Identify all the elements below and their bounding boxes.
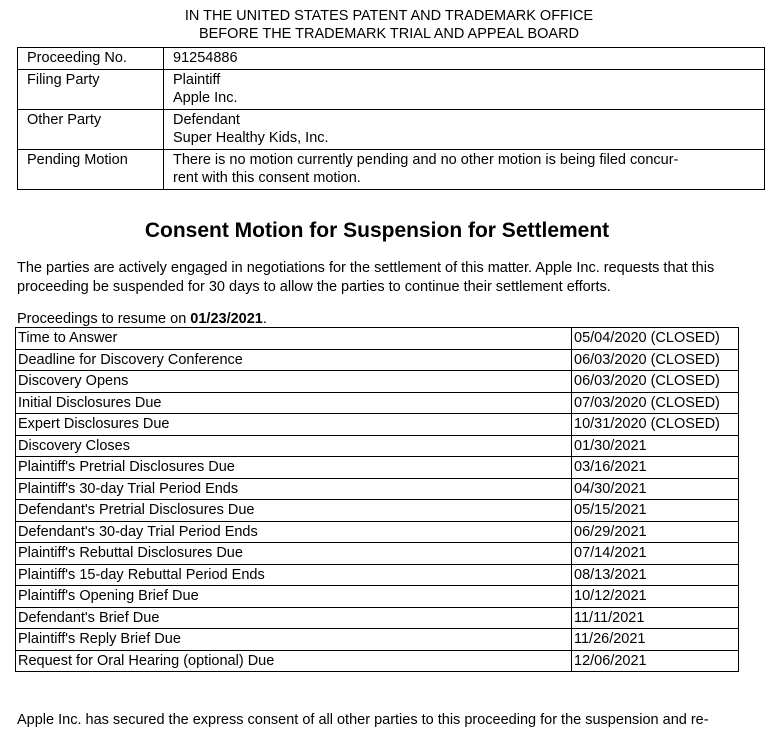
filing-party-role: Plaintiff — [173, 72, 221, 88]
consent-paragraph: Apple Inc. has secured the express consent of all other parties to this proceeding for the suspension and re- — [17, 712, 709, 728]
schedule-date: 08/13/2021 — [572, 564, 739, 586]
info-row-other-party — [18, 110, 765, 150]
resume-date-line — [17, 310, 267, 328]
schedule-event: Plaintiff's 30-day Trial Period Ends — [16, 478, 572, 500]
pending-motion-line1: There is no motion currently pending and no other motion is being filed concur- — [173, 152, 679, 168]
schedule-date: 03/16/2021 — [572, 457, 739, 479]
other-party-name: Super Healthy Kids, Inc. — [173, 130, 329, 146]
resume-suffix: . — [262, 311, 267, 327]
schedule-date: 12/06/2021 — [572, 650, 739, 672]
schedule-row — [16, 457, 739, 479]
pending-motion-line2: rent with this consent motion. — [173, 170, 361, 186]
info-row-filing-party — [18, 70, 765, 110]
schedule-date: 07/03/2020 (CLOSED) — [572, 392, 739, 414]
office-heading: IN THE UNITED STATES PATENT AND TRADEMARK OFFICE — [184, 8, 594, 24]
info-row-proceeding — [18, 48, 765, 70]
filing-party-label: Filing Party — [18, 70, 164, 110]
schedule-date: 11/26/2021 — [572, 629, 739, 651]
other-party-label: Other Party — [18, 110, 164, 150]
schedule-row — [16, 371, 739, 393]
other-party-value — [164, 110, 765, 150]
other-party-role: Defendant — [173, 112, 240, 128]
schedule-event: Plaintiff's 15-day Rebuttal Period Ends — [16, 564, 572, 586]
info-row-pending-motion — [18, 150, 765, 190]
schedule-row — [16, 564, 739, 586]
schedule-table — [15, 327, 739, 672]
schedule-row — [16, 543, 739, 565]
schedule-event: Plaintiff's Rebuttal Disclosures Due — [16, 543, 572, 565]
schedule-event: Deadline for Discovery Conference — [16, 349, 572, 371]
schedule-row — [16, 435, 739, 457]
schedule-event: Request for Oral Hearing (optional) Due — [16, 650, 572, 672]
schedule-event: Plaintiff's Opening Brief Due — [16, 586, 572, 608]
resume-date: 01/23/2021 — [190, 311, 263, 327]
schedule-row — [16, 500, 739, 522]
schedule-row — [16, 629, 739, 651]
proceeding-info-table — [17, 47, 765, 190]
schedule-row — [16, 328, 739, 350]
schedule-row — [16, 607, 739, 629]
schedule-date: 11/11/2021 — [572, 607, 739, 629]
schedule-date: 06/03/2020 (CLOSED) — [572, 349, 739, 371]
schedule-event: Plaintiff's Reply Brief Due — [16, 629, 572, 651]
schedule-event: Defendant's 30-day Trial Period Ends — [16, 521, 572, 543]
pending-motion-value — [164, 150, 765, 190]
schedule-date: 06/03/2020 (CLOSED) — [572, 371, 739, 393]
schedule-date: 05/04/2020 (CLOSED) — [572, 328, 739, 350]
schedule-row — [16, 414, 739, 436]
pending-motion-label: Pending Motion — [18, 150, 164, 190]
schedule-date: 10/12/2021 — [572, 586, 739, 608]
schedule-row — [16, 478, 739, 500]
settlement-paragraph-line1: The parties are actively engaged in negotiations for the settlement of this matter. Apple Inc. requests that this — [17, 260, 715, 276]
schedule-event: Discovery Closes — [16, 435, 572, 457]
proceeding-label: Proceeding No. — [18, 48, 164, 70]
filing-party-name: Apple Inc. — [173, 90, 238, 106]
schedule-event: Defendant's Brief Due — [16, 607, 572, 629]
schedule-event: Plaintiff's Pretrial Disclosures Due — [16, 457, 572, 479]
schedule-row — [16, 650, 739, 672]
settlement-paragraph-line2: proceeding be suspended for 30 days to allow the parties to continue their settlement efforts. — [17, 279, 611, 295]
board-heading: BEFORE THE TRADEMARK TRIAL AND APPEAL BOARD — [198, 26, 580, 42]
schedule-event: Defendant's Pretrial Disclosures Due — [16, 500, 572, 522]
schedule-row — [16, 392, 739, 414]
schedule-row — [16, 521, 739, 543]
proceeding-number: 91254886 — [164, 48, 765, 70]
filing-party-value — [164, 70, 765, 110]
schedule-row — [16, 586, 739, 608]
schedule-date: 10/31/2020 (CLOSED) — [572, 414, 739, 436]
schedule-event: Expert Disclosures Due — [16, 414, 572, 436]
resume-prefix: Proceedings to resume on — [17, 311, 191, 327]
schedule-date: 07/14/2021 — [572, 543, 739, 565]
schedule-event: Time to Answer — [16, 328, 572, 350]
schedule-event: Initial Disclosures Due — [16, 392, 572, 414]
schedule-row — [16, 349, 739, 371]
schedule-event: Discovery Opens — [16, 371, 572, 393]
schedule-date: 05/15/2021 — [572, 500, 739, 522]
schedule-date: 01/30/2021 — [572, 435, 739, 457]
motion-title: Consent Motion for Suspension for Settlement — [144, 219, 610, 242]
schedule-date: 06/29/2021 — [572, 521, 739, 543]
schedule-date: 04/30/2021 — [572, 478, 739, 500]
